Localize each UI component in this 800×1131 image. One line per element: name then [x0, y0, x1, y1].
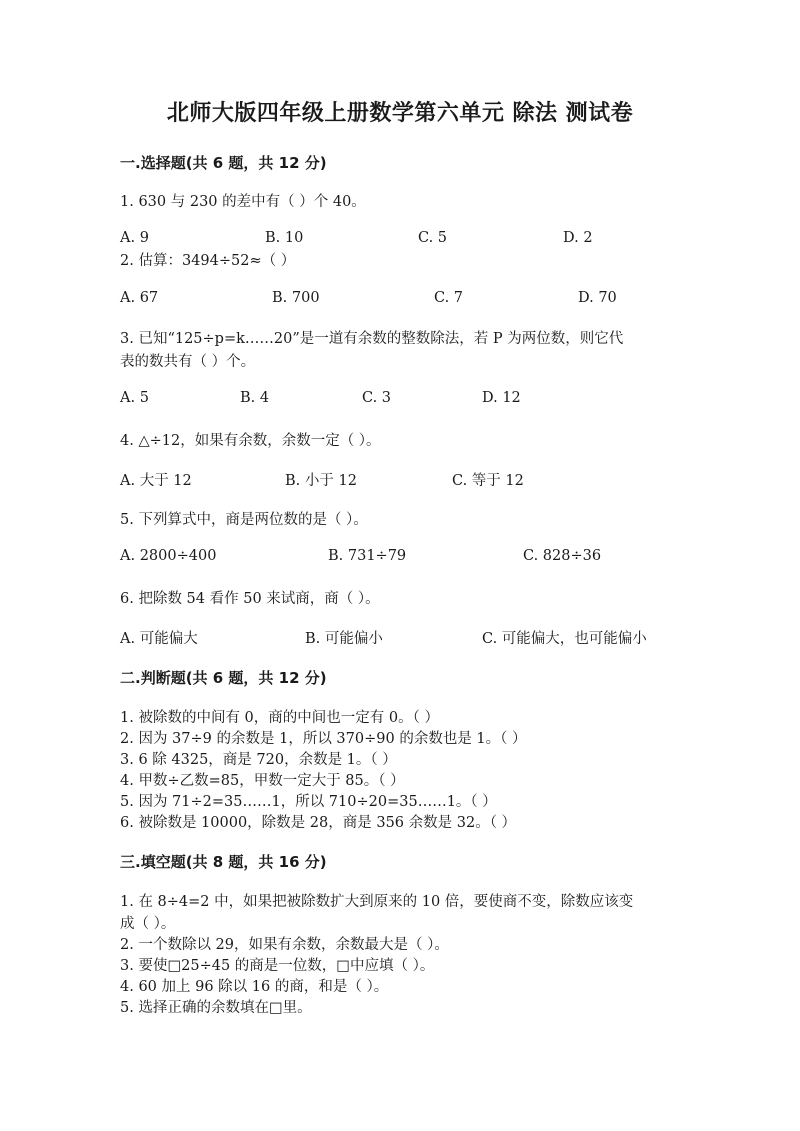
option-d: D. 12 — [482, 390, 521, 406]
list-item-continued: 成（ ）。 — [120, 916, 176, 932]
option-b: B. 小于 12 — [285, 473, 357, 489]
list-item: 4. 60 加上 96 除以 16 的商，和是（ ）。 — [120, 979, 389, 995]
question-text: 6. 把除数 54 看作 50 来试商，商（ ）。 — [120, 591, 380, 607]
option-a: A. 9 — [120, 230, 149, 246]
list-item: 1. 在 8÷4=2 中，如果把被除数扩大到原来的 10 倍，要使商不变，除数应该变 — [120, 894, 634, 910]
list-item: 2. 一个数除以 29，如果有余数，余数最大是（ ）。 — [120, 937, 449, 953]
question-text-continued: 表的数共有（ ）个。 — [120, 354, 256, 370]
question-text: 5. 下列算式中，商是两位数的是（ ）。 — [120, 512, 368, 528]
option-a: A. 67 — [120, 290, 159, 306]
option-c: C. 828÷36 — [523, 548, 602, 564]
question-text: 4. △÷12，如果有余数，余数一定（ ）。 — [120, 433, 381, 449]
question-text: 3. 已知“125÷p=k……20”是一道有余数的整数除法，若 P 为两位数，则它代 — [120, 331, 624, 347]
option-c: C. 7 — [434, 290, 464, 306]
option-a: A. 可能偏大 — [120, 631, 198, 647]
option-a: A. 2800÷400 — [120, 548, 217, 564]
list-item: 6. 被除数是 10000，除数是 28，商是 356 余数是 32。（ ） — [120, 815, 517, 831]
section-heading-fill-blank: 三.填空题(共 8 题，共 16 分) — [120, 853, 327, 871]
section-heading-choice: 一.选择题(共 6 题，共 12 分) — [120, 154, 327, 172]
page-title: 北师大版四年级上册数学第六单元 除法 测试卷 — [166, 101, 634, 126]
list-item: 2. 因为 37÷9 的余数是 1，所以 370÷90 的余数也是 1。（ ） — [120, 731, 527, 747]
option-b: B. 731÷79 — [328, 548, 407, 564]
question-text: 2. 估算：3494÷52≈（ ） — [120, 253, 296, 269]
option-b: B. 4 — [240, 390, 270, 406]
list-item: 4. 甲数÷乙数=85，甲数一定大于 85。（ ） — [120, 773, 405, 789]
list-item: 3. 6 除 4325，商是 720，余数是 1。（ ） — [120, 752, 397, 768]
option-d: D. 70 — [578, 290, 617, 306]
list-item: 1. 被除数的中间有 0，商的中间也一定有 0。（ ） — [120, 710, 439, 726]
section-heading-true-false: 二.判断题(共 6 题，共 12 分) — [120, 669, 327, 687]
option-b: B. 可能偏小 — [305, 631, 383, 647]
option-b: B. 700 — [272, 290, 320, 306]
option-c: C. 可能偏大，也可能偏小 — [482, 631, 647, 647]
option-c: C. 3 — [362, 390, 392, 406]
option-a: A. 5 — [120, 390, 149, 406]
list-item: 3. 要使□25÷45 的商是一位数，□中应填（ ）。 — [120, 958, 435, 974]
question-text: 1. 630 与 230 的差中有（ ）个 40。 — [120, 194, 366, 210]
option-d: D. 2 — [563, 230, 593, 246]
option-c: C. 等于 12 — [452, 473, 524, 489]
option-b: B. 10 — [265, 230, 304, 246]
option-c: C. 5 — [418, 230, 448, 246]
option-a: A. 大于 12 — [120, 473, 192, 489]
list-item: 5. 因为 71÷2=35……1，所以 710÷20=35……1。（ ） — [120, 794, 497, 810]
list-item: 5. 选择正确的余数填在□里。 — [120, 1000, 312, 1016]
